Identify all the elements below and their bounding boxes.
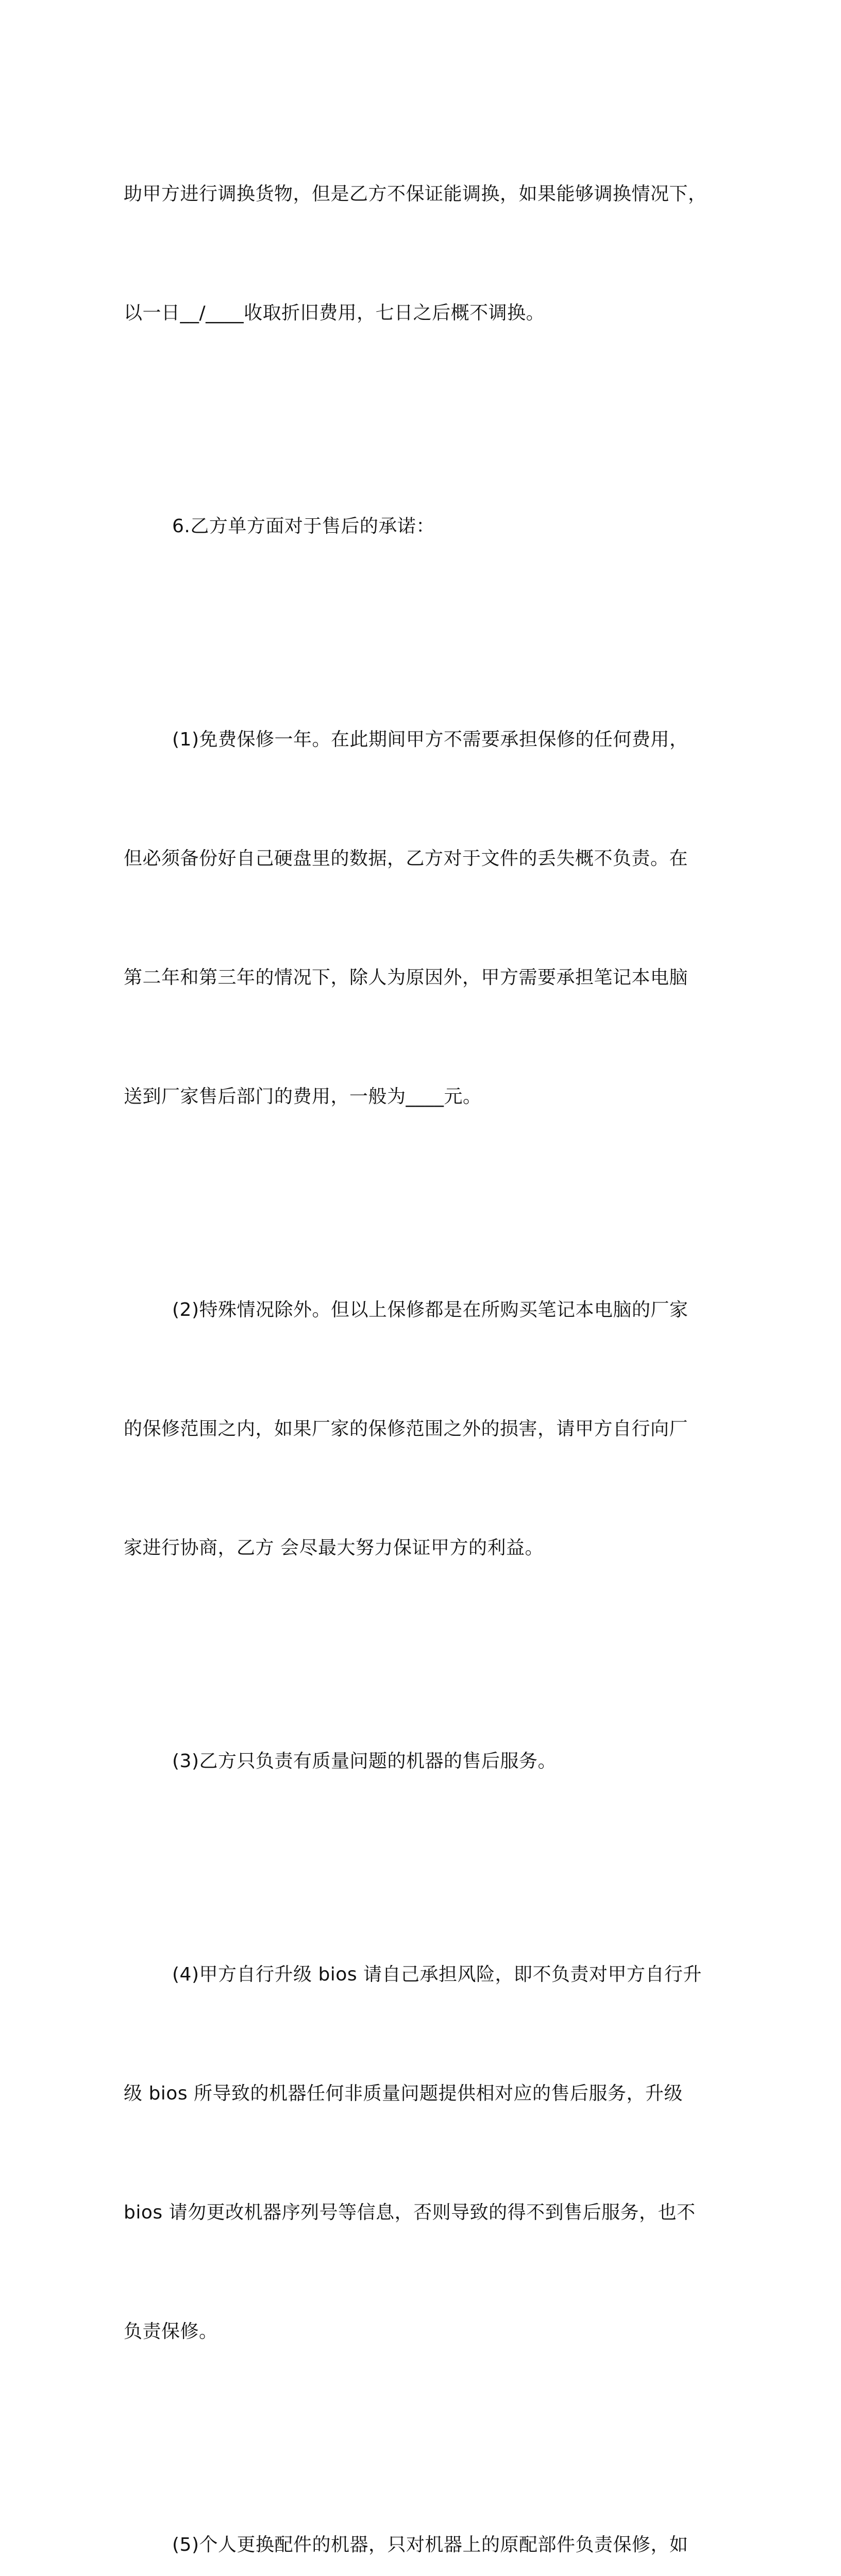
text-line: 送到厂家售后部门的费用，一般为____元。 — [124, 1086, 482, 1107]
text-line: 负责保修。 — [124, 2321, 218, 2342]
document-body — [124, 95, 721, 2576]
text-line: (3)乙方只负责有质量问题的机器的售后服务。 — [172, 1751, 557, 1772]
paragraph-clause-5 — [124, 2446, 721, 2576]
text-line: 助甲方进行调换货物，但是乙方不保证能调换，如果能够调换情况下， — [124, 183, 707, 205]
text-line: 以一日__/____收取折旧费用，七日之后概不调换。 — [124, 302, 545, 324]
section-heading — [124, 427, 721, 625]
paragraph-clause-1 — [124, 640, 721, 1196]
text-line: (5)个人更换配件的机器，只对机器上的原配部件负责保修，如 — [172, 2534, 688, 2555]
text-line: (4)甲方自行升级 bios 请自己承担风险，即不负责对甲方自行升 — [172, 1964, 702, 1985]
paragraph-continuation — [124, 95, 721, 412]
text-line: 6.乙方单方面对于售后的承诺： — [172, 516, 435, 537]
text-line: 但必须备份好自己硬盘里的数据，乙方对于文件的丢失概不负责。在 — [124, 848, 688, 869]
paragraph-clause-4 — [124, 1875, 721, 2431]
text-line: 的保修范围之内，如果厂家的保修范围之外的损害，请甲方自行向厂 — [124, 1418, 688, 1439]
text-line: (2)特殊情况除外。但以上保修都是在所购买笔记本电脑的厂家 — [172, 1299, 688, 1320]
text-line: (1)免费保修一年。在此期间甲方不需要承担保修的任何费用， — [172, 729, 688, 750]
text-line: 第二年和第三年的情况下，除人为原因外，甲方需要承担笔记本电脑 — [124, 967, 688, 988]
text-line: 家进行协商，乙方 会尽最大努力保证甲方的利益。 — [124, 1537, 544, 1558]
paragraph-clause-2 — [124, 1211, 721, 1647]
paragraph-clause-3 — [124, 1662, 721, 1860]
text-line: 级 bios 所导致的机器任何非质量问题提供相对应的售后服务，升级 — [124, 2083, 683, 2104]
text-line: bios 请勿更改机器序列号等信息，否则导致的得不到售后服务，也不 — [124, 2202, 696, 2223]
